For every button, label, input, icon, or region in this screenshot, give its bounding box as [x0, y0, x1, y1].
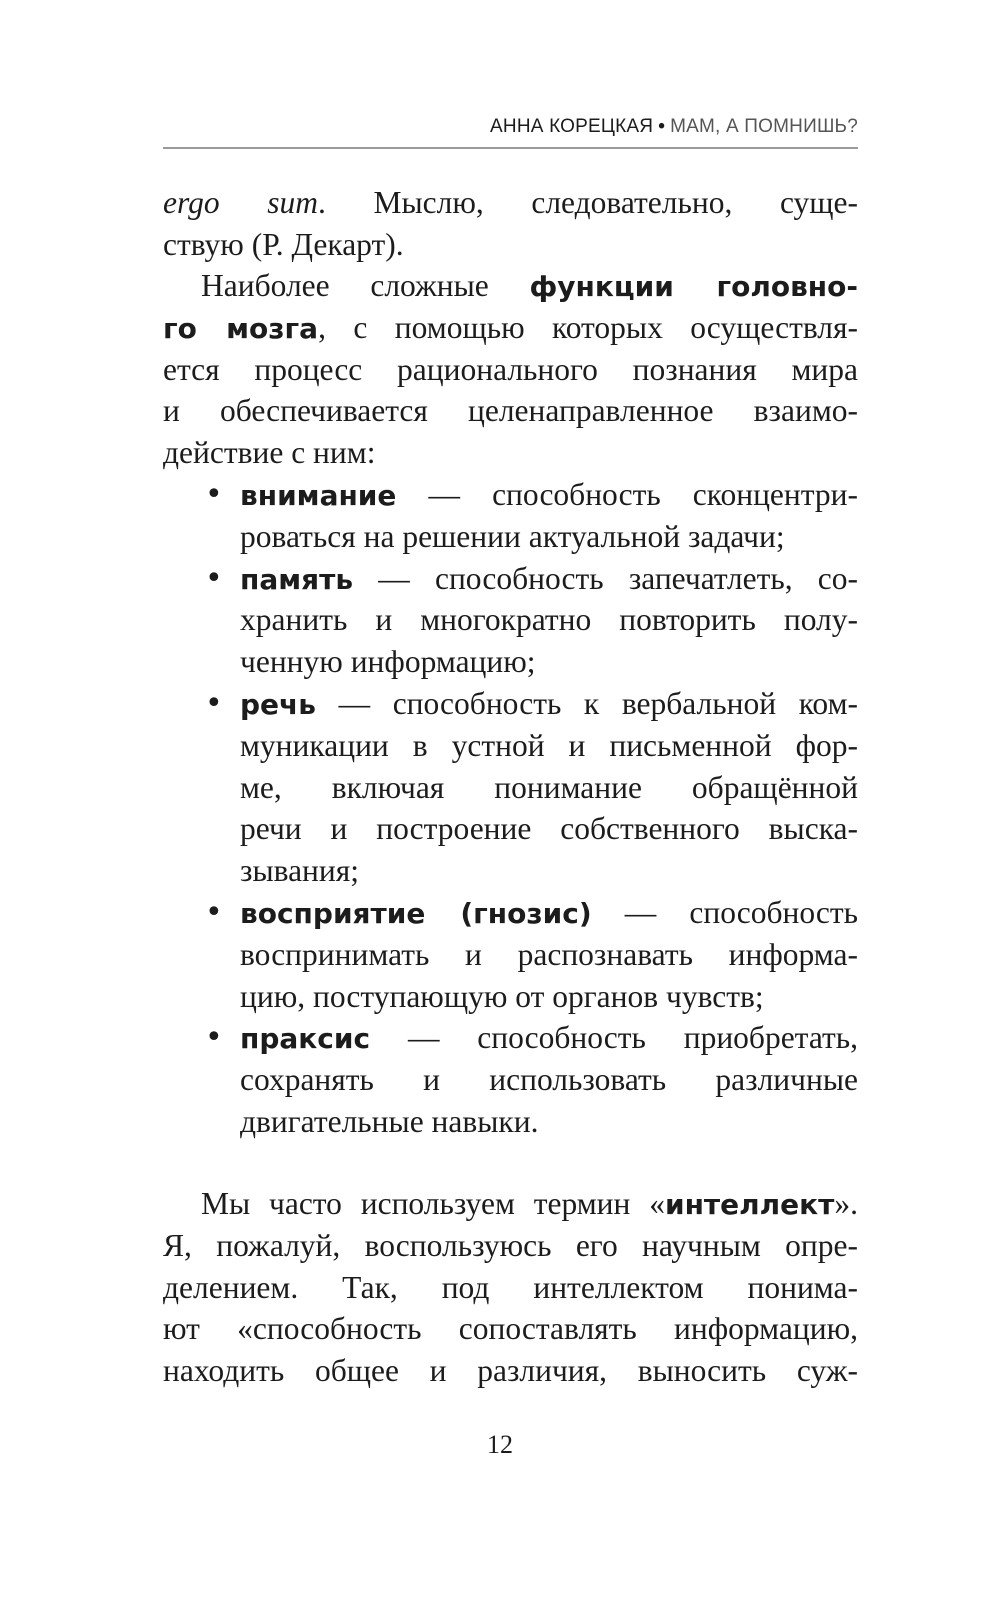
- list-item-praxis: [163, 1017, 858, 1142]
- text-line: праксис — способность приобретать,: [240, 1020, 859, 1056]
- text-line: Мы часто используем термин «интеллект».: [201, 1186, 858, 1221]
- header-separator: •: [658, 116, 666, 137]
- text-line: ется процесс рационального познания мира: [163, 351, 858, 387]
- text-line: речь — способность к вербальной ком-: [240, 685, 858, 721]
- text-line: речи и построение собственного выска-: [240, 811, 858, 847]
- text-line: находить общее и различия, выносить суж-: [163, 1353, 858, 1389]
- list-item-attention: [163, 474, 858, 558]
- text-line: Наиболее сложные функции головно-: [201, 268, 858, 303]
- text-line: роваться на решении актуальной задачи;: [240, 518, 785, 554]
- text-line: хранить и многократно повторить полу-: [240, 602, 858, 638]
- text-line: ме, включая понимание обращённой: [240, 769, 858, 805]
- text-line: двигательные навыки.: [240, 1103, 539, 1139]
- bullet-mark: •: [205, 477, 223, 512]
- bold-term: функции головно-: [529, 270, 858, 303]
- paragraph-brain-functions: [163, 265, 858, 474]
- bullet-mark: •: [205, 560, 223, 596]
- text-line: воспринимать и распознавать информа-: [240, 936, 858, 972]
- header-book-title: МАМ, А ПОМНИШЬ?: [670, 116, 858, 137]
- text-line: действие с ним:: [163, 435, 376, 471]
- bold-term: праксис: [240, 1022, 371, 1056]
- paragraph-intellect: [163, 1183, 858, 1392]
- text-line: делением. Так, под интеллектом понима-: [163, 1269, 858, 1305]
- text-line: цию, поступающую от органов чувств;: [240, 978, 764, 1014]
- bold-term: интеллект: [664, 1188, 835, 1221]
- header-rule: [163, 147, 858, 149]
- running-header: [163, 116, 858, 138]
- bold-term: восприятие (гнозис): [240, 896, 592, 930]
- bold-term: память: [240, 562, 354, 596]
- page-number: 12: [487, 1430, 513, 1459]
- bullet-mark: •: [205, 685, 223, 721]
- text-line: ergo sum. Мыслю, следовательно, суще-: [163, 185, 858, 220]
- text-line: муникации в устной и письменной фор-: [240, 727, 858, 763]
- functions-list: [163, 474, 858, 1143]
- text-line: го мозга, с помощью которых осуществля-: [163, 309, 859, 345]
- bold-term: го мозга: [163, 311, 319, 345]
- text-line: сохранять и использовать различные: [240, 1062, 858, 1098]
- bold-term: речь: [240, 687, 316, 721]
- header-author: АННА КОРЕЦКАЯ: [490, 116, 654, 137]
- bold-term: внимание: [240, 479, 397, 512]
- text-line: восприятие (гнозис) — способность: [240, 894, 859, 930]
- text-line: зывания;: [240, 853, 360, 889]
- list-item-speech: [163, 683, 858, 892]
- text-line: ченную информацию;: [240, 644, 536, 680]
- latin-phrase: ergo sum: [163, 185, 318, 220]
- text-line: ют «способность сопоставлять информацию,: [163, 1311, 858, 1347]
- text-line: и обеспечивается целенаправленное взаимо-: [163, 393, 858, 429]
- bullet-mark: •: [205, 894, 223, 930]
- text-line: внимание — способность сконцентри-: [240, 477, 859, 512]
- bullet-mark: •: [205, 1020, 223, 1056]
- text-line: память — способность запечатлеть, со-: [240, 560, 859, 596]
- list-item-gnosis: [163, 892, 858, 1017]
- text-line: Я, пожалуй, воспользуюсь его научным опре-: [163, 1227, 858, 1263]
- paragraph-descartes: [163, 182, 858, 266]
- text-line: ствую (Р. Декарт).: [163, 226, 404, 262]
- list-item-memory: [163, 558, 858, 683]
